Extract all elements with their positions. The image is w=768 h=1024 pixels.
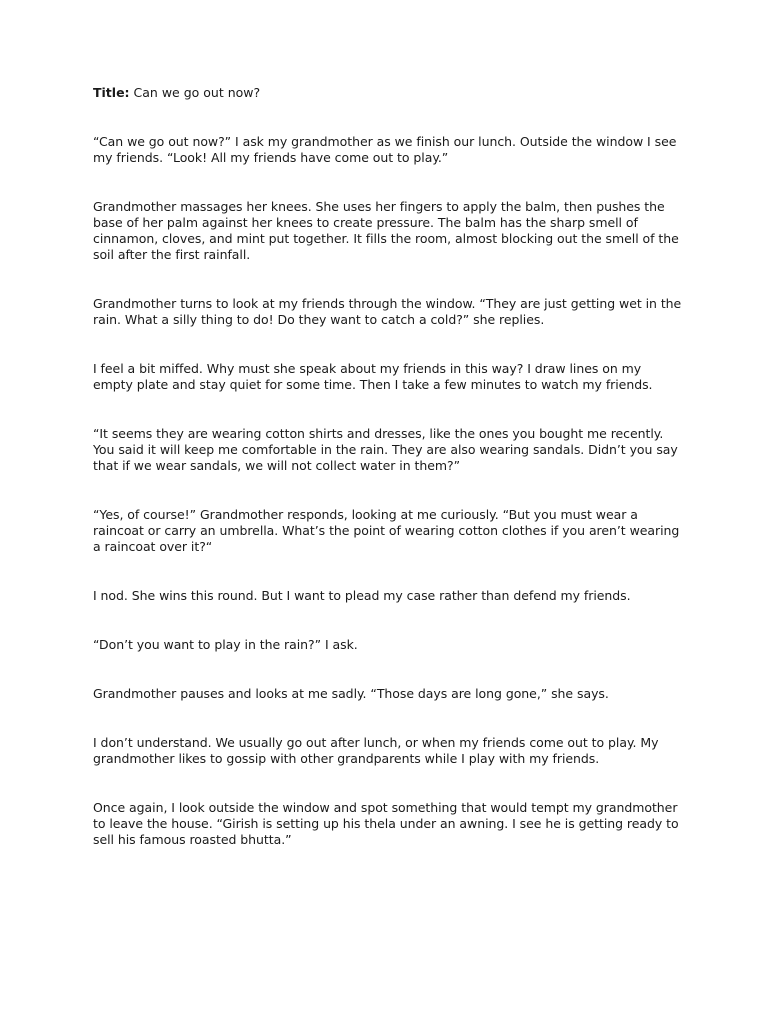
paragraph-8: “Don’t you want to play in the rain?” I ask. (93, 637, 358, 652)
paragraph-7: I nod. She wins this round. But I want to plead my case rather than defend my friends. (93, 588, 631, 603)
paragraph-2: Grandmother massages her knees. She uses her fingers to apply the balm, then pushes the base of her palm against her knees to create pressure. The balm has the sharp smell of cinnamon, cloves, and mint put together. It fills the room, almost blocking out the smell of the soil after the first rainfall. (93, 199, 679, 262)
paragraph-11: Once again, I look outside the window and spot something that would tempt my grandmother to leave the house. “Girish is setting up his thela under an awning. I see he is getting ready to sell his famous roasted bhutta.” (93, 800, 679, 847)
paragraph-6: “Yes, of course!” Grandmother responds, looking at me curiously. “But you must wear a raincoat or carry an umbrella. What’s the point of wearing cotton clothes if you aren’t wearing a raincoat over it?“ (93, 507, 680, 554)
title-text: Can we go out now? (129, 85, 261, 100)
paragraph-9: Grandmother pauses and looks at me sadly. “Those days are long gone,” she says. (93, 686, 609, 701)
paragraph-5: “It seems they are wearing cotton shirts and dresses, like the ones you bought me recently. You said it will keep me comfortable in the rain. They are also wearing sandals. Didn’t you say that if we wear sandals, we will not collect water in them?” (93, 426, 678, 473)
story-title (93, 85, 683, 101)
document-page (93, 85, 683, 881)
paragraph-10: I don’t understand. We usually go out after lunch, or when my friends come out to play. My grandmother likes to gossip with other grandparents while I play with my friends. (93, 735, 659, 766)
title-label: Title: (93, 85, 130, 100)
paragraph-1: “Can we go out now?” I ask my grandmother as we finish our lunch. Outside the window I see my friends. “Look! All my friends have come out to play.” (93, 134, 677, 165)
paragraph-3: Grandmother turns to look at my friends through the window. “They are just getting wet in the rain. What a silly thing to do! Do they want to catch a cold?” she replies. (93, 296, 682, 327)
paragraph-4: I feel a bit miffed. Why must she speak about my friends in this way? I draw lines on my empty plate and stay quiet for some time. Then I take a few minutes to watch my friends. (93, 361, 653, 392)
